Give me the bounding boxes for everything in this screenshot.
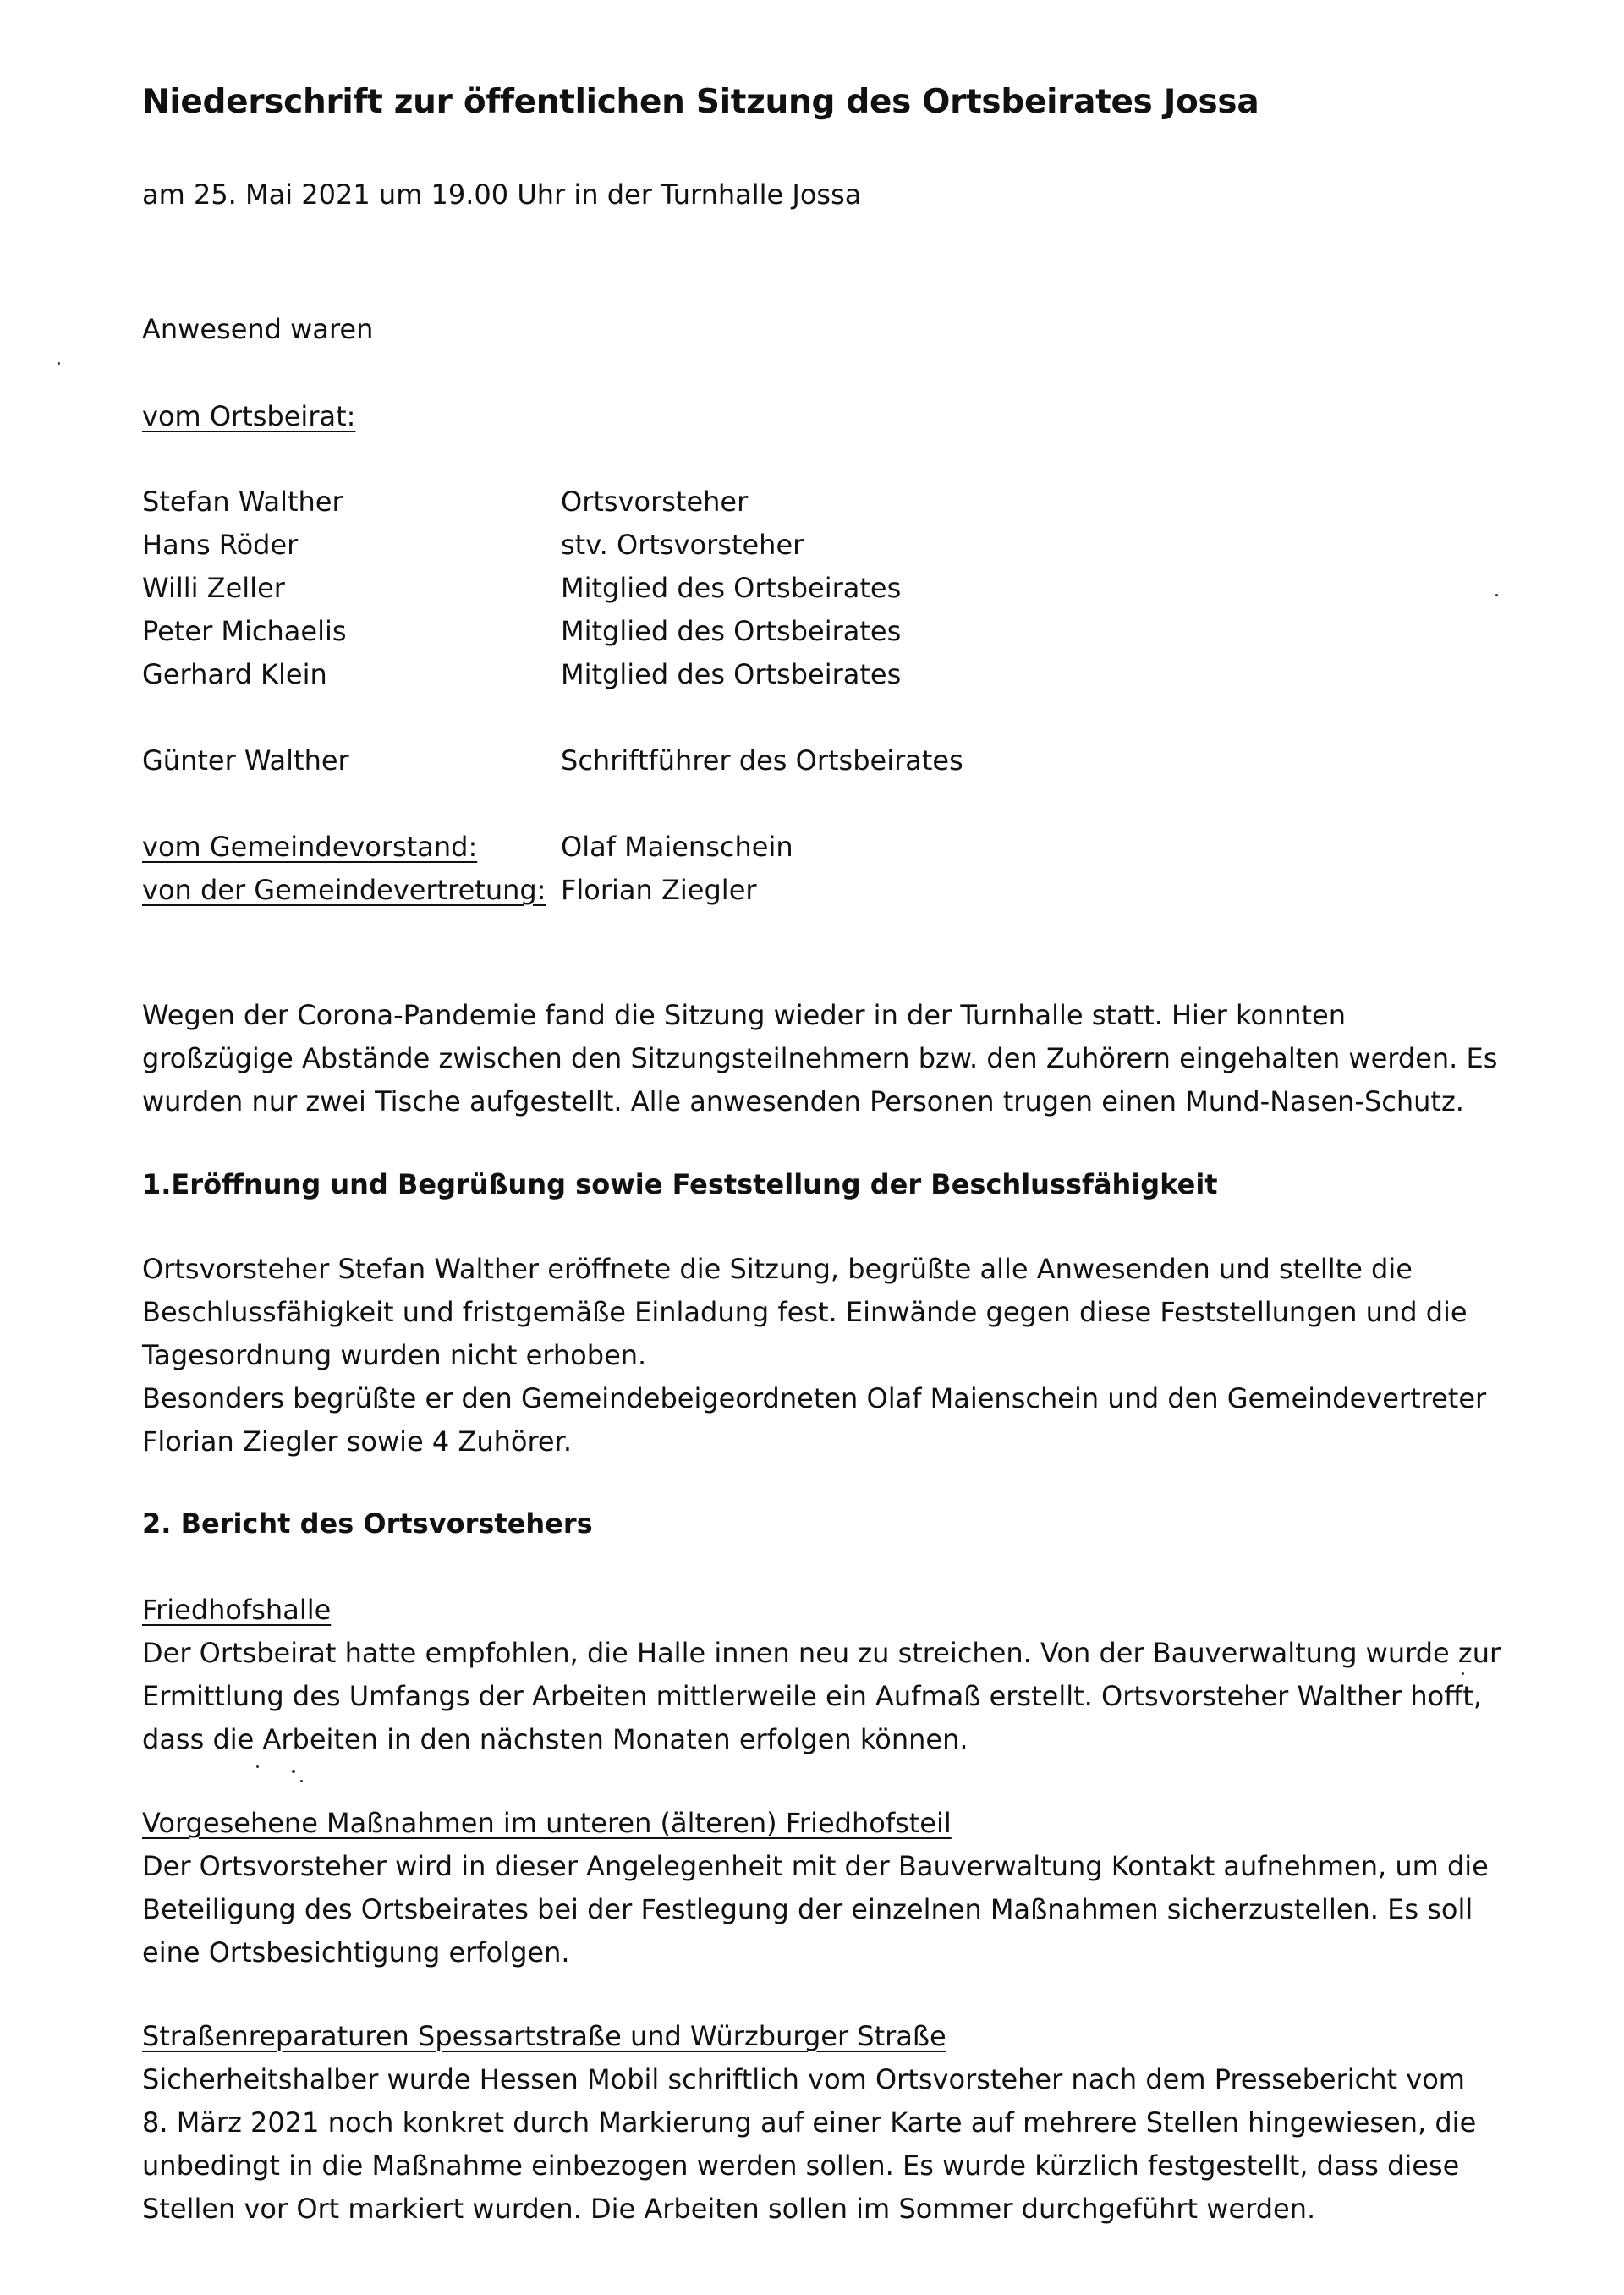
paragraph-line: dass die Arbeiten in den nächsten Monaten erfolgen können. [142, 1723, 968, 1755]
paragraph-line: Ermittlung des Umfangs der Arbeiten mittlerweile ein Aufmaß erstellt. Ortsvorsteher Walther hofft, [142, 1680, 1482, 1712]
scan-speck [292, 1770, 295, 1773]
subsection-title-strassenreparaturen: Straßenreparaturen Spessartstraße und Würzburger Straße [142, 2020, 946, 2052]
recorder-role: Schriftführer des Ortsbeirates [561, 744, 963, 777]
paragraph-line: Sicherheitshalber wurde Hessen Mobil schriftlich vom Ortsvorsteher nach dem Pressebericht vom [142, 2063, 1465, 2095]
scan-speck [1462, 1672, 1464, 1675]
paragraph-line: Stellen vor Ort markiert wurden. Die Arbeiten sollen im Sommer durchgeführt werden. [142, 2193, 1316, 2225]
paragraph-line: Der Ortsvorsteher wird in dieser Angelegenheit mit der Bauverwaltung Kontakt aufnehmen, um die [142, 1850, 1489, 1882]
scan-speck [58, 362, 60, 365]
paragraph-line: eine Ortsbesichtigung erfolgen. [142, 1936, 570, 1968]
paragraph-line: Beschlussfähigkeit und fristgemäße Einladung fest. Einwände gegen diese Feststellungen und die [142, 1296, 1468, 1328]
paragraph-line: Florian Ziegler sowie 4 Zuhörer. [142, 1425, 572, 1458]
paragraph-line: wurden nur zwei Tische aufgestellt. Alle anwesenden Personen trugen einen Mund-Nasen-Schutz. [142, 1085, 1464, 1117]
member-name: Stefan Walther [142, 486, 343, 518]
member-role: Mitglied des Ortsbeirates [561, 658, 902, 690]
subsection-title-friedhofsteil: Vorgesehene Maßnahmen im unteren (älteren) Friedhofsteil [142, 1807, 952, 1839]
subsection-paragraph [142, 1845, 1495, 1974]
paragraph-line: Besonders begrüßte er den Gemeindebeigeordneten Olaf Maienschein und den Gemeindevertreter [142, 1382, 1487, 1414]
section-1-heading: 1.Eröffnung und Begrüßung sowie Feststellung der Beschlussfähigkeit [142, 1168, 1218, 1200]
ortsbeirat-label: vom Ortsbeirat: [142, 400, 356, 432]
paragraph-line: 8. März 2021 noch konkret durch Markierung auf einer Karte auf mehrere Stellen hingewiesen, die [142, 2106, 1477, 2139]
scan-speck [300, 1780, 303, 1782]
section-1-paragraph [142, 1248, 1495, 1463]
section-2-heading: 2. Bericht des Ortsvorstehers [142, 1507, 593, 1540]
attendance-heading: Anwesend waren [142, 313, 374, 345]
paragraph-line: Der Ortsbeirat hatte empfohlen, die Halle innen neu zu streichen. Von der Bauverwaltung wurde zur [142, 1637, 1501, 1669]
page-title: Niederschrift zur öffentlichen Sitzung des Ortsbeirates Jossa [142, 83, 1259, 121]
scan-speck [256, 1765, 259, 1768]
paragraph-line: unbedingt in die Maßnahme einbezogen werden sollen. Es wurde kürzlich festgestellt, dass diese [142, 2150, 1460, 2182]
gemeindevorstand-label: vom Gemeindevorstand: [142, 831, 478, 863]
paragraph-line: Wegen der Corona-Pandemie fand die Sitzung wieder in der Turnhalle statt. Hier konnten [142, 999, 1346, 1031]
member-name: Willi Zeller [142, 572, 285, 604]
scan-speck [1495, 594, 1498, 596]
subsection-title-friedhofshalle: Friedhofshalle [142, 1594, 332, 1626]
recorder-name: Günter Walther [142, 744, 349, 777]
subsection-paragraph [142, 2058, 1495, 2231]
date-line: am 25. Mai 2021 um 19.00 Uhr in der Turnhalle Jossa [142, 178, 862, 211]
intro-paragraph [142, 994, 1498, 1123]
member-name: Gerhard Klein [142, 658, 327, 690]
paragraph-line: Beteiligung des Ortsbeirates bei der Festlegung der einzelnen Maßnahmen sicherzustellen. Es soll [142, 1893, 1473, 1925]
paragraph-line: großzügige Abstände zwischen den Sitzungsteilnehmern bzw. den Zuhörern eingehalten werden. Es [142, 1042, 1498, 1074]
member-role: Ortsvorsteher [561, 486, 749, 518]
gemeindevorstand-name: Olaf Maienschein [561, 831, 793, 863]
gemeindevertretung-name: Florian Ziegler [561, 874, 757, 906]
member-name: Peter Michaelis [142, 615, 347, 647]
paragraph-line: Ortsvorsteher Stefan Walther eröffnete die Sitzung, begrüßte alle Anwesenden und stellte die [142, 1253, 1413, 1285]
subsection-paragraph [142, 1632, 1501, 1761]
member-role: stv. Ortsvorsteher [561, 529, 804, 561]
member-role: Mitglied des Ortsbeirates [561, 615, 902, 647]
member-role: Mitglied des Ortsbeirates [561, 572, 902, 604]
paragraph-line: Tagesordnung wurden nicht erhoben. [142, 1339, 647, 1371]
gemeindevertretung-label: von der Gemeindevertretung: [142, 874, 546, 906]
member-name: Hans Röder [142, 529, 299, 561]
